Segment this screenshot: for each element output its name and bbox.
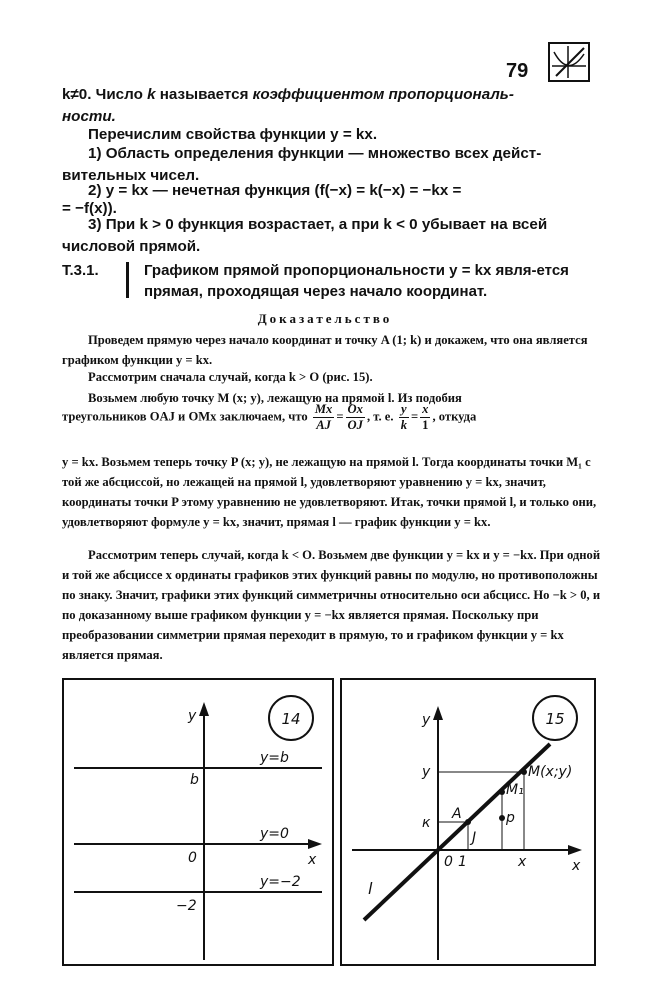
theorem-bar <box>126 262 129 298</box>
point-m <box>521 769 527 775</box>
line-0-label: y=0 <box>260 826 289 842</box>
y-axis-label: y <box>188 708 197 724</box>
proof-paragraph-4: y = kx. Возьмем теперь точку P (x; y), не лежащую на прямой l. Тогда координаты точки M₁ с той же абсциссой, но лежащей на прямой l, удовлетворяют уравнению y = kx, значит, координаты точки P этому уравнению не удовлетворяют. Итак, точки прямой l, и только они, удовлетворяют формуле y = kx, значит, прямая l — график функции y = kx. <box>62 455 597 529</box>
tick-1-label: 1 <box>458 854 467 870</box>
line-b-label: y=b <box>260 750 289 766</box>
y-axis-arrow-icon <box>433 706 443 720</box>
proof-paragraph-1: Проведем прямую через начало координат и точку A (1; k) и докажем, что она является графиком функции y = kx. <box>62 333 588 367</box>
figure-number: 14 <box>281 710 301 728</box>
page-number: 79 <box>506 60 529 82</box>
point-m1 <box>499 789 505 795</box>
corner-graph-icon <box>548 42 590 82</box>
tick-k-label: к <box>422 815 431 831</box>
point-p-label: p <box>506 810 515 826</box>
figure-14 <box>62 678 334 966</box>
tick-y-label: y <box>422 764 431 780</box>
figure-number: 15 <box>545 710 565 728</box>
fraction-x-1: $\frac{x}{1}$ <box>422 402 429 432</box>
property-2-line-2: = −f(x)). <box>62 200 117 217</box>
x-axis-arrow-icon <box>308 839 322 849</box>
x-axis-label: x <box>308 852 317 868</box>
tick-b-label: b <box>190 772 199 788</box>
line-minus2-label: y=−2 <box>260 874 301 890</box>
y-axis-label: y <box>422 712 431 728</box>
list-intro: Перечислим свойства функции y = kx. <box>88 126 378 143</box>
theorem-text: Графиком прямой пропорциональности y = kx явля-ется прямая, проходящая через начало координат. <box>144 262 569 300</box>
point-m1-label: M₁ <box>506 782 524 798</box>
point-a <box>465 819 471 825</box>
x-axis-arrow-icon <box>568 845 582 855</box>
intro-k: k <box>147 86 156 103</box>
y-axis-arrow-icon <box>199 702 209 716</box>
origin-label: 0 <box>188 850 197 866</box>
point-p <box>499 815 505 821</box>
proof-paragraph-5: Рассмотрим теперь случай, когда k < O. Возьмем две функции y = kx и y = −kx. При одной и той же абсциссе x ординаты графиков этих функций равны по модулю, но противоположны по знаку. Значит, графики этих функций симметричны относительно оси абсцисс. Но −k > 0, и по доказанному выше графиком функции y = −kx является прямая. Поскольку при преобразовании симметрии прямая переходит в прямую, то и графиком функции y = kx является прямая. <box>62 548 601 662</box>
proof-paragraph-3-line-1: Возьмем любую точку M (x; y), лежащую на прямой l. Из подобия <box>88 391 462 405</box>
property-2-line-1: 2) y = kx — нечетная функция (f(−x) = k(−x) = −kx = <box>88 182 462 199</box>
theorem-label: Т.3.1. <box>62 262 99 279</box>
property-1: 1) Область определения функции — множество всех дейст-вительных чисел. <box>62 145 542 184</box>
figure-15 <box>340 678 596 966</box>
intro-term: коэффициентом пропорциональ- <box>252 86 514 103</box>
intro-text-a: k≠0. Число <box>62 86 148 103</box>
fraction-ox-oj: $\frac{Ox}{OJ}$ <box>347 402 363 432</box>
intro-line-1 <box>62 84 602 106</box>
property-3: 3) При k > 0 функция возрастает, а при k < 0 убывает на всей числовой прямой. <box>62 216 548 255</box>
ie-text: , т. е. <box>366 409 394 424</box>
proof-paragraph-3-line-2: треугольников OAJ и OMx заключаем, что $\frac{Mx}{AJ}$ = $\frac{Ox}{OJ}$ , т. е. $\frac{y}{k}$ = $\frac{x}{1}$ , откуда <box>62 402 477 432</box>
point-m-label: M(x;y) <box>528 764 573 780</box>
fraction-y-k: $\frac{y}{k}$ <box>400 402 407 432</box>
whence-text: , откуда <box>432 409 477 424</box>
origin-label: 0 <box>444 854 453 870</box>
point-a-label: A <box>452 806 462 822</box>
tick-x-label: x <box>518 854 527 870</box>
fraction-mx-aj: $\frac{Mx}{AJ}$ <box>314 402 333 432</box>
tick-minus2-label: −2 <box>176 898 197 914</box>
intro-text-b: называется <box>155 86 253 103</box>
proof-paragraph-2: Рассмотрим сначала случай, когда k > O (рис. 15). <box>88 370 373 384</box>
intro-line-2: ности. <box>62 108 116 125</box>
proof-title: Доказательство <box>257 311 393 326</box>
line-l-label: l <box>368 879 373 898</box>
similarity-text: треугольников OAJ и OMx заключаем, что <box>62 409 308 424</box>
x-axis-label: x <box>572 858 581 874</box>
point-j-label: J <box>472 830 477 846</box>
